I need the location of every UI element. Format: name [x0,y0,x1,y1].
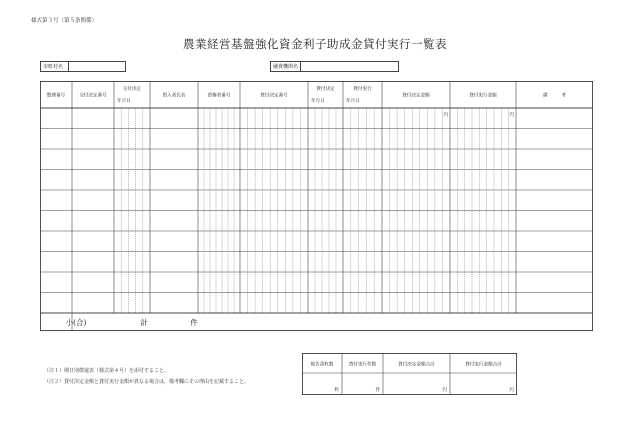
lender-label: 融資機関名 [271,62,301,71]
column-header-jikko_kingaku: 貸付実行金額 [469,93,497,99]
column-header-jikko_date-top: 貸付実行 [353,87,372,92]
table-border [40,81,592,330]
summary-header-1: 貸付実行件数 [348,362,377,368]
lender-field[interactable] [270,61,399,72]
summary-unit-2: 円 [442,388,447,393]
yen-unit-jikko: 円 [509,113,514,118]
summary-table [302,353,517,395]
column-header-kofu_no: 交付決定番号 [79,93,107,99]
municipality-field[interactable] [40,61,126,72]
subtotal-label: 小(合) [65,318,87,327]
column-header-creditor: 債権者番号 [207,93,231,99]
column-header-borrower: 借入者氏名 [162,93,186,99]
summary-unit-1: 件 [375,388,380,393]
summary-unit-0: 枚 [334,388,339,393]
municipality-label: 市町村名 [41,62,69,71]
page-title: 農業経営基盤強化資金利子助成金貸付実行一覧表 [183,37,447,51]
column-header-kashitsuke_no: 貸付決定番号 [260,93,288,99]
summary-header-2: 貸付決定金額合計 [398,362,435,368]
note-1: （注１）期日別償還表（様式第４号）を添付すること。 [44,368,170,374]
summary-header-0: 報告書枚数 [310,362,334,368]
subtotal-kei: 計 [140,318,148,327]
column-header-kofu_date-top: 交付決定 [122,87,142,92]
form-number: 様式第３号（第５条関係） [31,18,98,24]
column-header-seiri: 整理番号 [46,93,66,99]
column-header-kashitsuke_date-top: 貸付決定 [316,87,335,92]
column-header-jikko_date-bottom: 年月日 [346,99,360,104]
yen-unit-kettei: 円 [443,113,448,118]
summary-unit-3: 円 [509,388,514,393]
subtotal-ken: 件 [190,318,198,327]
loan-execution-table [40,81,593,347]
column-header-biko: 備 考 [543,93,566,99]
column-header-kofu_date-bottom: 年月日 [117,99,131,104]
note-2: （注２）貸付決定金額と貸付実行金額が異なる場合は，備考欄にその理由を記載すること。 [44,379,250,385]
column-header-kettei_kingaku: 貸付決定金額 [402,93,430,99]
summary-header-3: 貸付実行金額合計 [465,362,502,368]
column-header-kashitsuke_date-bottom: 年月日 [311,99,325,104]
